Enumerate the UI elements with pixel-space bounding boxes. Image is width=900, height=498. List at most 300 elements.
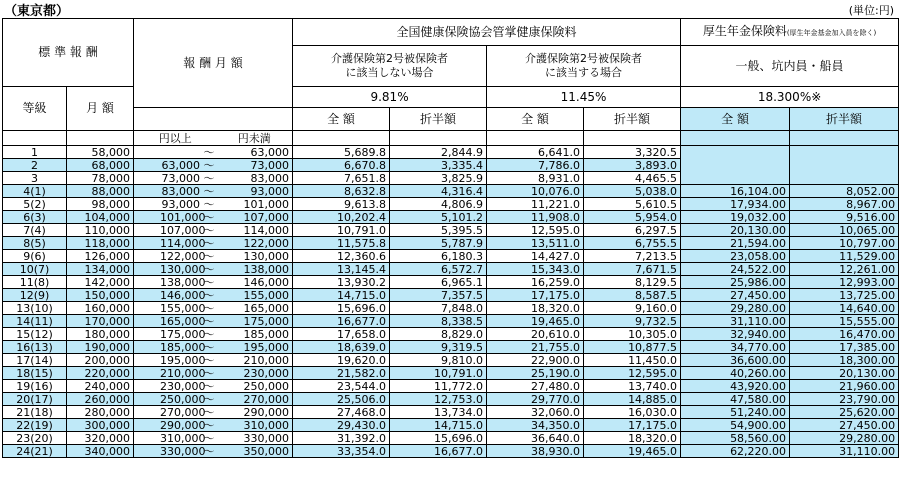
table-row bbox=[3, 198, 899, 211]
not-covered-half-cell: 10,791.0 bbox=[390, 367, 487, 380]
grade-cell: 20(17) bbox=[3, 393, 67, 406]
range-from-value: 107,000 bbox=[160, 223, 206, 237]
pension-title: 厚生年金保険料 bbox=[702, 23, 787, 38]
not-covered-half-cell: 6,572.7 bbox=[390, 263, 487, 276]
monthly-cell: 320,000 bbox=[67, 432, 134, 445]
range-from-cell bbox=[134, 315, 217, 328]
monthly-cell: 126,000 bbox=[67, 250, 134, 263]
pension-full-cell: 43,920.00 bbox=[681, 380, 790, 393]
grade-cell: 11(8) bbox=[3, 276, 67, 289]
units-blank-monthly bbox=[67, 131, 134, 146]
range-to-cell: 175,000 bbox=[217, 315, 293, 328]
half-amount-header-b: 折半額 bbox=[584, 108, 681, 131]
pension-half-cell: 31,110.00 bbox=[790, 445, 899, 458]
range-to-cell: 195,000 bbox=[217, 341, 293, 354]
grade-cell: 4(1) bbox=[3, 185, 67, 198]
not-covered-full-cell: 15,696.0 bbox=[293, 302, 390, 315]
monthly-cell: 88,000 bbox=[67, 185, 134, 198]
pension-half-cell bbox=[790, 172, 899, 185]
grade-cell: 24(21) bbox=[3, 445, 67, 458]
range-from-value: 185,000 bbox=[160, 340, 206, 354]
pension-half-cell: 9,516.00 bbox=[790, 211, 899, 224]
covered-full-cell: 18,320.0 bbox=[487, 302, 584, 315]
covered-full-cell: 34,350.0 bbox=[487, 419, 584, 432]
not-covered-full-cell: 16,677.0 bbox=[293, 315, 390, 328]
pension-half-cell: 10,797.00 bbox=[790, 237, 899, 250]
table-row bbox=[3, 419, 899, 432]
covered-header bbox=[487, 46, 681, 87]
covered-line-2: に該当する場合 bbox=[545, 66, 623, 79]
units-blank-b-full bbox=[487, 131, 584, 146]
not-covered-half-cell: 2,844.9 bbox=[390, 146, 487, 159]
range-from-cell bbox=[134, 432, 217, 445]
range-to-cell: 250,000 bbox=[217, 380, 293, 393]
not-covered-half-cell: 14,715.0 bbox=[390, 419, 487, 432]
range-separator: ～ bbox=[203, 301, 215, 315]
covered-full-cell: 36,640.0 bbox=[487, 432, 584, 445]
range-from-value: 101,000 bbox=[160, 210, 206, 224]
not-covered-full-cell: 14,715.0 bbox=[293, 289, 390, 302]
range-from-cell bbox=[134, 172, 217, 185]
covered-full-cell: 27,480.0 bbox=[487, 380, 584, 393]
range-separator: ～ bbox=[203, 249, 215, 263]
pension-half-cell bbox=[790, 159, 899, 172]
range-separator: ～ bbox=[203, 275, 215, 289]
not-covered-half-cell: 5,101.2 bbox=[390, 211, 487, 224]
table-row bbox=[3, 341, 899, 354]
range-separator: ～ bbox=[203, 444, 215, 458]
pension-full-cell: 23,058.00 bbox=[681, 250, 790, 263]
covered-half-cell: 6,297.5 bbox=[584, 224, 681, 237]
range-to-cell: 330,000 bbox=[217, 432, 293, 445]
not-covered-half-cell: 11,772.0 bbox=[390, 380, 487, 393]
monthly-cell: 180,000 bbox=[67, 328, 134, 341]
pension-full-cell: 29,280.00 bbox=[681, 302, 790, 315]
range-from-value: 250,000 bbox=[160, 392, 206, 406]
table-row bbox=[3, 354, 899, 367]
pension-full-cell: 27,450.00 bbox=[681, 289, 790, 302]
range-from-cell bbox=[134, 380, 217, 393]
grade-cell: 15(12) bbox=[3, 328, 67, 341]
pension-half-cell: 11,529.00 bbox=[790, 250, 899, 263]
not-covered-half-cell: 12,753.0 bbox=[390, 393, 487, 406]
table-row bbox=[3, 445, 899, 458]
pension-half-cell: 13,725.00 bbox=[790, 289, 899, 302]
pension-full-cell: 36,600.00 bbox=[681, 354, 790, 367]
covered-full-cell: 15,343.0 bbox=[487, 263, 584, 276]
not-covered-half-cell: 5,787.9 bbox=[390, 237, 487, 250]
not-covered-full-cell: 9,613.8 bbox=[293, 198, 390, 211]
range-from-cell bbox=[134, 328, 217, 341]
range-to-cell: 146,000 bbox=[217, 276, 293, 289]
grade-cell: 13(10) bbox=[3, 302, 67, 315]
rate-not-covered: 9.81% bbox=[293, 87, 487, 108]
range-from-cell bbox=[134, 367, 217, 380]
range-to-cell: 101,000 bbox=[217, 198, 293, 211]
range-from-cell bbox=[134, 276, 217, 289]
range-separator: ～ bbox=[203, 379, 215, 393]
range-to-cell: 290,000 bbox=[217, 406, 293, 419]
range-separator: ～ bbox=[203, 171, 215, 185]
range-to-cell: 165,000 bbox=[217, 302, 293, 315]
pension-half-cell bbox=[790, 146, 899, 159]
range-from-value: 73,000 bbox=[161, 171, 201, 185]
range-from-cell bbox=[134, 198, 217, 211]
pension-half-cell: 8,967.00 bbox=[790, 198, 899, 211]
monthly-cell: 142,000 bbox=[67, 276, 134, 289]
range-separator: ～ bbox=[203, 353, 215, 367]
not-covered-half-cell: 8,338.5 bbox=[390, 315, 487, 328]
pension-half-cell: 16,470.00 bbox=[790, 328, 899, 341]
range-from-value: 146,000 bbox=[160, 288, 206, 302]
covered-full-cell: 11,908.0 bbox=[487, 211, 584, 224]
not-covered-full-cell: 8,632.8 bbox=[293, 185, 390, 198]
covered-half-cell: 17,175.0 bbox=[584, 419, 681, 432]
pension-full-cell: 21,594.00 bbox=[681, 237, 790, 250]
covered-half-cell: 10,877.5 bbox=[584, 341, 681, 354]
not-covered-line-1: 介護保険第2号被保険者 bbox=[331, 52, 449, 65]
range-separator: ～ bbox=[203, 314, 215, 328]
not-covered-half-cell: 16,677.0 bbox=[390, 445, 487, 458]
full-amount-header-pension: 全 額 bbox=[681, 108, 790, 131]
range-from-value: 93,000 bbox=[161, 197, 201, 211]
monthly-cell: 280,000 bbox=[67, 406, 134, 419]
monthly-cell: 300,000 bbox=[67, 419, 134, 432]
monthly-cell: 98,000 bbox=[67, 198, 134, 211]
half-amount-header-pension: 折半額 bbox=[790, 108, 899, 131]
range-to-cell: 63,000 bbox=[217, 146, 293, 159]
table-row bbox=[3, 380, 899, 393]
grade-cell: 7(4) bbox=[3, 224, 67, 237]
pension-half-cell: 14,640.00 bbox=[790, 302, 899, 315]
range-from-value: 138,000 bbox=[160, 275, 206, 289]
covered-half-cell: 5,954.0 bbox=[584, 211, 681, 224]
table-row bbox=[3, 302, 899, 315]
range-separator: ～ bbox=[203, 158, 215, 172]
not-covered-half-cell: 7,357.5 bbox=[390, 289, 487, 302]
pension-full-cell bbox=[681, 172, 790, 185]
monthly-cell: 340,000 bbox=[67, 445, 134, 458]
pension-full-cell: 34,770.00 bbox=[681, 341, 790, 354]
table-row bbox=[3, 172, 899, 185]
grade-cell: 21(18) bbox=[3, 406, 67, 419]
pension-note: (厚生年金基金加入員を除く) bbox=[786, 28, 877, 37]
range-separator: ～ bbox=[203, 223, 215, 237]
range-from-unit: 円以上 bbox=[134, 131, 217, 146]
covered-full-cell: 6,641.0 bbox=[487, 146, 584, 159]
covered-half-cell: 9,160.0 bbox=[584, 302, 681, 315]
range-from-cell bbox=[134, 445, 217, 458]
covered-half-cell: 16,030.0 bbox=[584, 406, 681, 419]
not-covered-half-cell: 3,825.9 bbox=[390, 172, 487, 185]
units-blank-p-half bbox=[790, 131, 899, 146]
pension-full-cell: 24,522.00 bbox=[681, 263, 790, 276]
range-to-cell: 230,000 bbox=[217, 367, 293, 380]
not-covered-half-cell: 9,319.5 bbox=[390, 341, 487, 354]
covered-full-cell: 38,930.0 bbox=[487, 445, 584, 458]
range-from-cell bbox=[134, 250, 217, 263]
covered-half-cell: 6,755.5 bbox=[584, 237, 681, 250]
range-from-cell bbox=[134, 419, 217, 432]
range-to-cell: 138,000 bbox=[217, 263, 293, 276]
range-from-value: 290,000 bbox=[160, 418, 206, 432]
units-blank-a-half bbox=[390, 131, 487, 146]
monthly-header: 月 額 bbox=[67, 87, 134, 131]
range-separator: ～ bbox=[203, 418, 215, 432]
range-from-cell bbox=[134, 159, 217, 172]
not-covered-full-cell: 13,930.2 bbox=[293, 276, 390, 289]
range-from-value: 83,000 bbox=[161, 184, 201, 198]
range-to-cell: 310,000 bbox=[217, 419, 293, 432]
covered-half-cell: 10,305.0 bbox=[584, 328, 681, 341]
grade-cell: 1 bbox=[3, 146, 67, 159]
table-row bbox=[3, 276, 899, 289]
not-covered-full-cell: 12,360.6 bbox=[293, 250, 390, 263]
range-to-cell: 270,000 bbox=[217, 393, 293, 406]
range-from-value: 130,000 bbox=[160, 262, 206, 276]
pension-half-cell: 15,555.00 bbox=[790, 315, 899, 328]
range-from-value: 175,000 bbox=[160, 327, 206, 341]
covered-half-cell: 7,213.5 bbox=[584, 250, 681, 263]
covered-half-cell: 14,885.0 bbox=[584, 393, 681, 406]
not-covered-full-cell: 19,620.0 bbox=[293, 354, 390, 367]
range-from-cell bbox=[134, 341, 217, 354]
table-row bbox=[3, 406, 899, 419]
not-covered-full-cell: 29,430.0 bbox=[293, 419, 390, 432]
range-from-cell bbox=[134, 224, 217, 237]
monthly-cell: 150,000 bbox=[67, 289, 134, 302]
covered-full-cell: 8,931.0 bbox=[487, 172, 584, 185]
table-row bbox=[3, 432, 899, 445]
range-header-blank-left bbox=[134, 108, 217, 131]
covered-full-cell: 12,595.0 bbox=[487, 224, 584, 237]
monthly-cell: 220,000 bbox=[67, 367, 134, 380]
not-covered-full-cell: 17,658.0 bbox=[293, 328, 390, 341]
not-covered-full-cell: 7,651.8 bbox=[293, 172, 390, 185]
range-to-cell: 83,000 bbox=[217, 172, 293, 185]
grade-cell: 8(5) bbox=[3, 237, 67, 250]
covered-full-cell: 19,465.0 bbox=[487, 315, 584, 328]
pension-half-cell: 21,960.00 bbox=[790, 380, 899, 393]
covered-half-cell: 3,320.5 bbox=[584, 146, 681, 159]
range-separator: ～ bbox=[203, 327, 215, 341]
pension-full-cell bbox=[681, 159, 790, 172]
not-covered-line-2: に該当しない場合 bbox=[345, 66, 434, 79]
monthly-cell: 160,000 bbox=[67, 302, 134, 315]
pension-full-cell: 20,130.00 bbox=[681, 224, 790, 237]
table-row bbox=[3, 224, 899, 237]
table-row bbox=[3, 315, 899, 328]
units-blank-b-half bbox=[584, 131, 681, 146]
range-to-cell: 350,000 bbox=[217, 445, 293, 458]
pension-half-cell: 23,790.00 bbox=[790, 393, 899, 406]
range-separator: ～ bbox=[203, 405, 215, 419]
grade-cell: 9(6) bbox=[3, 250, 67, 263]
covered-full-cell: 25,190.0 bbox=[487, 367, 584, 380]
covered-full-cell: 32,060.0 bbox=[487, 406, 584, 419]
range-from-cell bbox=[134, 302, 217, 315]
not-covered-full-cell: 25,506.0 bbox=[293, 393, 390, 406]
not-covered-full-cell: 21,582.0 bbox=[293, 367, 390, 380]
not-covered-header bbox=[293, 46, 487, 87]
range-separator: ～ bbox=[203, 431, 215, 445]
table-row bbox=[3, 250, 899, 263]
remuneration-range-header: 報 酬 月 額 bbox=[134, 19, 293, 108]
monthly-cell: 110,000 bbox=[67, 224, 134, 237]
rate-covered: 11.45% bbox=[487, 87, 681, 108]
monthly-cell: 58,000 bbox=[67, 146, 134, 159]
covered-full-cell: 13,511.0 bbox=[487, 237, 584, 250]
table-row bbox=[3, 146, 899, 159]
not-covered-half-cell: 8,829.0 bbox=[390, 328, 487, 341]
monthly-cell: 68,000 bbox=[67, 159, 134, 172]
grade-cell: 5(2) bbox=[3, 198, 67, 211]
range-separator: ～ bbox=[203, 340, 215, 354]
covered-half-cell: 3,893.0 bbox=[584, 159, 681, 172]
range-from-cell bbox=[134, 289, 217, 302]
range-from-value: 165,000 bbox=[160, 314, 206, 328]
covered-full-cell: 16,259.0 bbox=[487, 276, 584, 289]
range-separator: ～ bbox=[203, 262, 215, 276]
covered-half-cell: 18,320.0 bbox=[584, 432, 681, 445]
range-from-value: 310,000 bbox=[160, 431, 206, 445]
range-header-blank-right bbox=[217, 108, 293, 131]
not-covered-full-cell: 6,670.8 bbox=[293, 159, 390, 172]
region-label: （東京都） bbox=[4, 4, 70, 19]
not-covered-full-cell: 23,544.0 bbox=[293, 380, 390, 393]
health-insurance-header: 全国健康保険協会管掌健康保険料 bbox=[293, 19, 681, 46]
pension-half-cell: 12,993.00 bbox=[790, 276, 899, 289]
range-separator: ～ bbox=[203, 197, 215, 211]
table-row bbox=[3, 185, 899, 198]
full-amount-header-a: 全 額 bbox=[293, 108, 390, 131]
units-blank-a-full bbox=[293, 131, 390, 146]
units-blank-p-full bbox=[681, 131, 790, 146]
covered-full-cell: 7,786.0 bbox=[487, 159, 584, 172]
not-covered-half-cell: 9,810.0 bbox=[390, 354, 487, 367]
grade-cell: 10(7) bbox=[3, 263, 67, 276]
not-covered-half-cell: 3,335.4 bbox=[390, 159, 487, 172]
range-to-cell: 114,000 bbox=[217, 224, 293, 237]
range-separator: ～ bbox=[203, 236, 215, 250]
grade-cell: 3 bbox=[3, 172, 67, 185]
range-from-value: 122,000 bbox=[160, 249, 206, 263]
range-separator: ～ bbox=[203, 145, 215, 159]
monthly-cell: 200,000 bbox=[67, 354, 134, 367]
not-covered-full-cell: 11,575.8 bbox=[293, 237, 390, 250]
range-to-cell: 107,000 bbox=[217, 211, 293, 224]
range-separator: ～ bbox=[203, 366, 215, 380]
covered-half-cell: 11,450.0 bbox=[584, 354, 681, 367]
range-separator: ～ bbox=[203, 184, 215, 198]
covered-half-cell: 7,671.5 bbox=[584, 263, 681, 276]
covered-half-cell: 13,740.0 bbox=[584, 380, 681, 393]
not-covered-half-cell: 7,848.0 bbox=[390, 302, 487, 315]
range-separator: ～ bbox=[203, 392, 215, 406]
table-row bbox=[3, 263, 899, 276]
not-covered-full-cell: 18,639.0 bbox=[293, 341, 390, 354]
monthly-cell: 78,000 bbox=[67, 172, 134, 185]
monthly-cell: 170,000 bbox=[67, 315, 134, 328]
table-row bbox=[3, 211, 899, 224]
not-covered-half-cell: 13,734.0 bbox=[390, 406, 487, 419]
table-row bbox=[3, 237, 899, 250]
pension-full-cell bbox=[681, 146, 790, 159]
range-from-cell bbox=[134, 263, 217, 276]
pension-half-cell: 27,450.00 bbox=[790, 419, 899, 432]
pension-full-cell: 51,240.00 bbox=[681, 406, 790, 419]
range-from-value: 270,000 bbox=[160, 405, 206, 419]
monthly-cell: 240,000 bbox=[67, 380, 134, 393]
range-from-cell bbox=[134, 237, 217, 250]
monthly-cell: 260,000 bbox=[67, 393, 134, 406]
covered-half-cell: 8,587.5 bbox=[584, 289, 681, 302]
table-row bbox=[3, 393, 899, 406]
monthly-cell: 118,000 bbox=[67, 237, 134, 250]
range-to-cell: 93,000 bbox=[217, 185, 293, 198]
pension-half-cell: 17,385.00 bbox=[790, 341, 899, 354]
standard-remuneration-header: 標 準 報 酬 bbox=[3, 19, 134, 87]
range-from-value: 195,000 bbox=[160, 353, 206, 367]
pension-subheader: 一般、坑内員・船員 bbox=[681, 46, 899, 87]
range-to-cell: 155,000 bbox=[217, 289, 293, 302]
covered-full-cell: 11,221.0 bbox=[487, 198, 584, 211]
range-from-cell bbox=[134, 185, 217, 198]
monthly-cell: 134,000 bbox=[67, 263, 134, 276]
pension-full-cell: 16,104.00 bbox=[681, 185, 790, 198]
pension-header bbox=[681, 19, 899, 46]
pension-full-cell: 32,940.00 bbox=[681, 328, 790, 341]
range-to-cell: 73,000 bbox=[217, 159, 293, 172]
not-covered-full-cell: 5,689.8 bbox=[293, 146, 390, 159]
pension-half-cell: 25,620.00 bbox=[790, 406, 899, 419]
pension-half-cell: 12,261.00 bbox=[790, 263, 899, 276]
range-separator: ～ bbox=[203, 210, 215, 224]
monthly-cell: 104,000 bbox=[67, 211, 134, 224]
covered-half-cell: 5,610.5 bbox=[584, 198, 681, 211]
grade-cell: 22(19) bbox=[3, 419, 67, 432]
pension-full-cell: 19,032.00 bbox=[681, 211, 790, 224]
range-from-value: 155,000 bbox=[160, 301, 206, 315]
covered-full-cell: 29,770.0 bbox=[487, 393, 584, 406]
not-covered-full-cell: 13,145.4 bbox=[293, 263, 390, 276]
pension-full-cell: 17,934.00 bbox=[681, 198, 790, 211]
premium-table bbox=[2, 18, 899, 458]
range-separator: ～ bbox=[203, 288, 215, 302]
pension-full-cell: 40,260.00 bbox=[681, 367, 790, 380]
pension-full-cell: 47,580.00 bbox=[681, 393, 790, 406]
pension-half-cell: 18,300.00 bbox=[790, 354, 899, 367]
range-from-cell bbox=[134, 146, 217, 159]
covered-half-cell: 5,038.0 bbox=[584, 185, 681, 198]
pension-half-cell: 10,065.00 bbox=[790, 224, 899, 237]
grade-cell: 12(9) bbox=[3, 289, 67, 302]
covered-half-cell: 12,595.0 bbox=[584, 367, 681, 380]
units-blank-grade bbox=[3, 131, 67, 146]
covered-full-cell: 10,076.0 bbox=[487, 185, 584, 198]
grade-cell: 19(16) bbox=[3, 380, 67, 393]
range-to-cell: 185,000 bbox=[217, 328, 293, 341]
full-amount-header-b: 全 額 bbox=[487, 108, 584, 131]
grade-cell: 17(14) bbox=[3, 354, 67, 367]
grade-cell: 16(13) bbox=[3, 341, 67, 354]
range-from-value: 63,000 bbox=[161, 158, 201, 172]
pension-full-cell: 25,986.00 bbox=[681, 276, 790, 289]
grade-cell: 2 bbox=[3, 159, 67, 172]
grade-cell: 14(11) bbox=[3, 315, 67, 328]
range-from-cell bbox=[134, 354, 217, 367]
covered-full-cell: 22,900.0 bbox=[487, 354, 584, 367]
